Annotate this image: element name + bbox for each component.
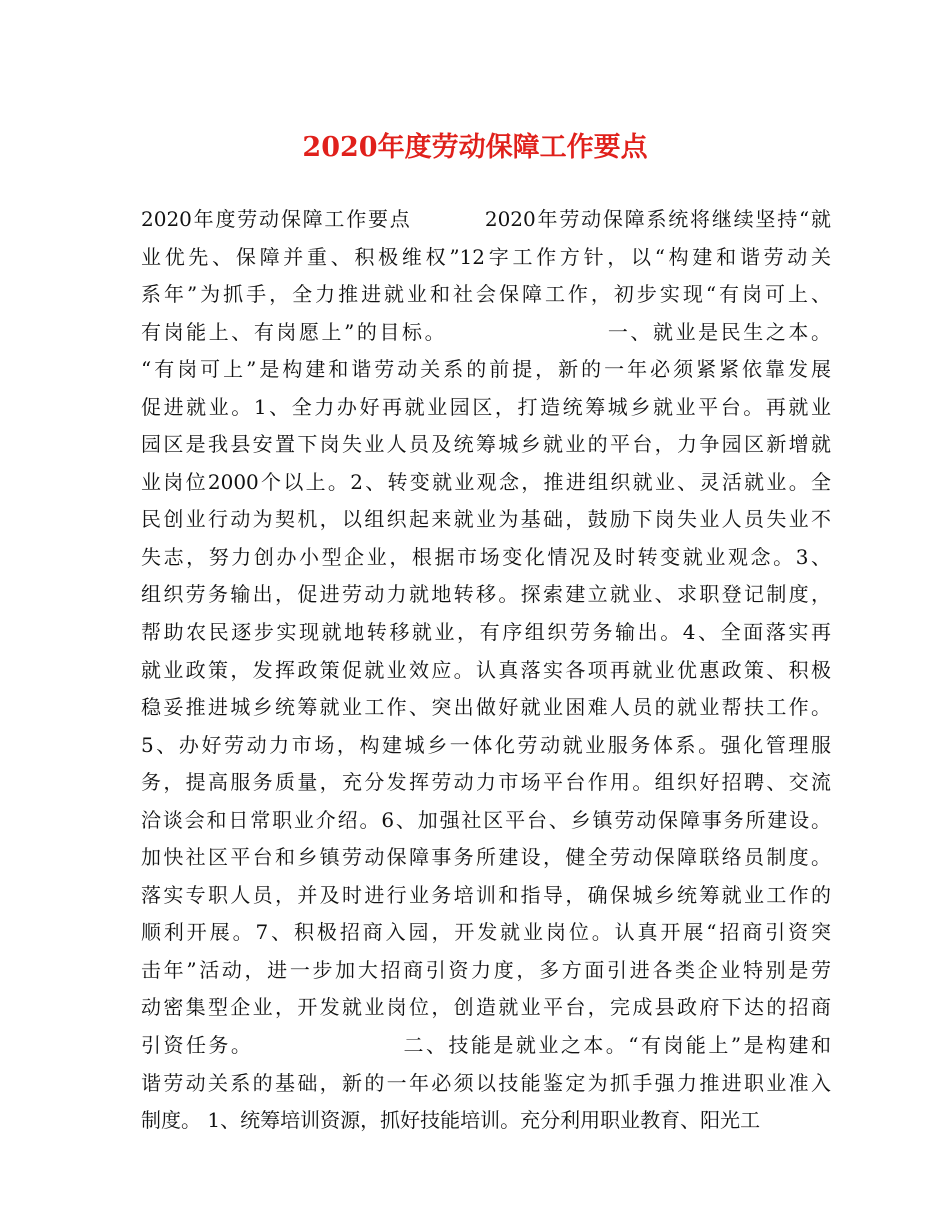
body-line: 加快社区平台和乡镇劳动保障事务所建设，健全劳动保障联络员制度。 [141,845,831,870]
body-line: 业岗位2000个以上。2、转变就业观念，推进组织就业、灵活就业。全 [141,469,831,494]
body-line: 帮助农民逐步实现就地转移就业，有序组织劳务输出。4、全面落实再 [141,620,831,645]
body-line: 5、办好劳动力市场，构建城乡一体化劳动就业服务体系。强化管理服 [141,732,831,757]
body-line: 业优先、保障并重、积极维权”12字工作方针，以“构建和谐劳动关 [141,244,831,269]
body-line: 顺利开展。7、积极招商入园，开发就业岗位。认真开展“招商引资突 [141,920,831,945]
body-line: 击年”活动，进一步加大招商引资力度，多方面引进各类企业特别是劳 [141,957,831,982]
body-line: “有岗可上”是构建和谐劳动关系的前提，新的一年必须紧紧依靠发展 [141,357,831,382]
body-line: 稳妥推进城乡统筹就业工作、突出做好就业困难人员的就业帮扶工作。 [141,695,831,720]
body-line: 2020年度劳动保障工作要点 2020年劳动保障系统将继续坚持“就 [141,207,831,231]
body-line: 失志，努力创办小型企业，根据市场变化情况及时转变就业观念。3、 [141,544,831,569]
body-line: 制度。 1、统筹培训资源，抓好技能培训。充分利用职业教育、阳光工 [141,1108,761,1133]
body-line: 园区是我县安置下岗失业人员及统筹城乡就业的平台，力争园区新增就 [141,432,831,457]
body-line: 动密集型企业，开发就业岗位，创造就业平台，完成县政府下达的招商 [141,995,831,1020]
document-body [141,201,831,1140]
body-line: 谐劳动关系的基础，新的一年必须以技能鉴定为抓手强力推进职业准入 [141,1070,831,1095]
body-line: 促进就业。1、全力办好再就业园区，打造统筹城乡就业平台。再就业 [141,394,831,419]
body-line: 落实专职人员，并及时进行业务培训和指导，确保城乡统筹就业工作的 [141,882,831,907]
body-line: 就业政策，发挥政策促就业效应。认真落实各项再就业优惠政策、积极 [141,657,831,682]
body-line: 系年”为抓手，全力推进就业和社会保障工作，初步实现“有岗可上、 [141,282,831,307]
body-line: 务，提高服务质量，充分发挥劳动力市场平台作用。组织好招聘、交流 [141,770,831,795]
body-line: 有岗能上、有岗愿上”的目标。 一、就业是民生之本。 [141,319,831,344]
body-line: 引资任务。 二、技能是就业之本。“有岗能上”是构建和 [141,1033,831,1058]
body-line: 洽谈会和日常职业介绍。6、加强社区平台、乡镇劳动保障事务所建设。 [141,807,831,832]
body-line: 组织劳务输出，促进劳动力就地转移。探索建立就业、求职登记制度， [141,582,831,607]
body-line: 民创业行动为契机，以组织起来就业为基础，鼓励下岗失业人员失业不 [141,507,831,532]
document-title: 2020年度劳动保障工作要点 [302,132,648,163]
